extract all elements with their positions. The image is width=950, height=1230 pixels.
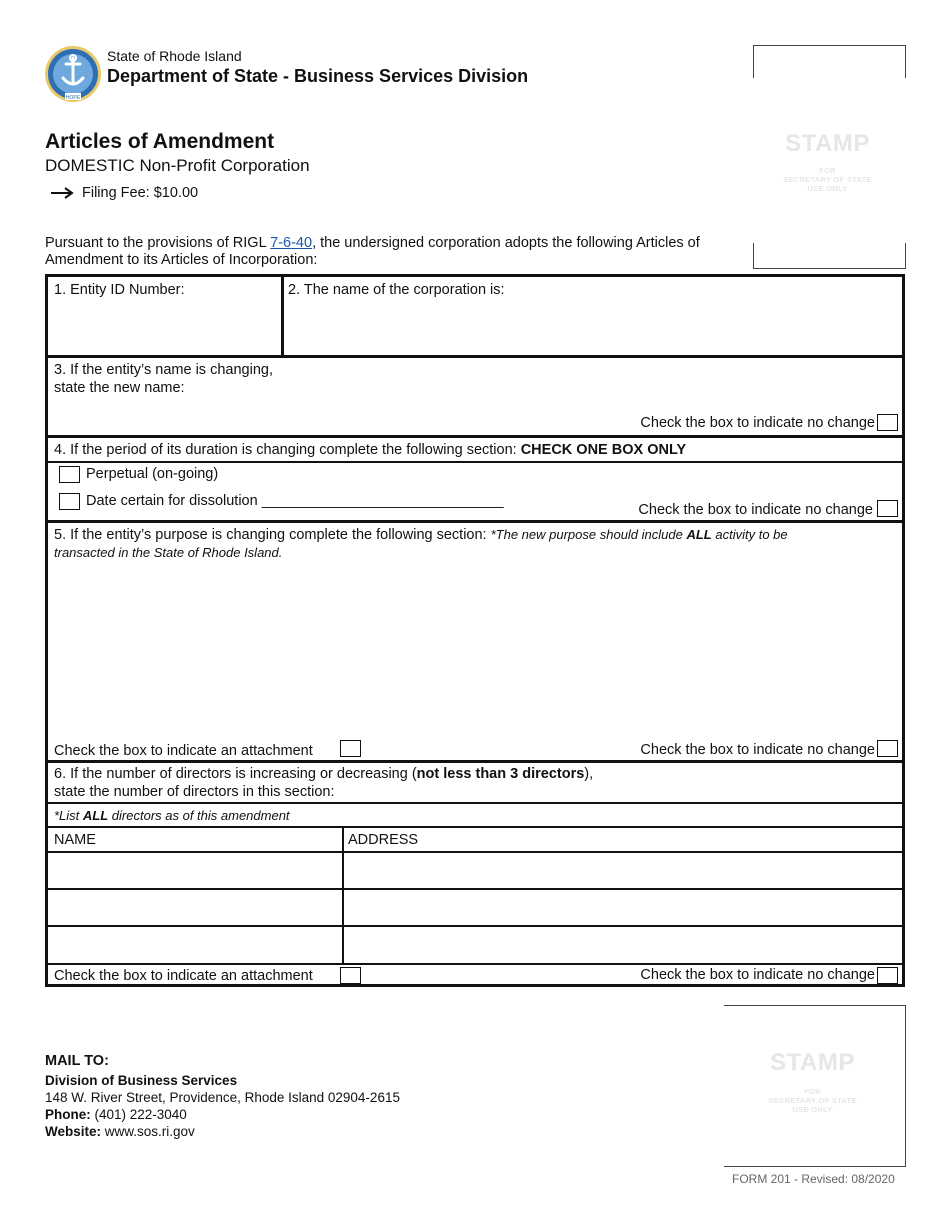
purpose-note-line2: transacted in the State of Rhode Island.	[54, 545, 283, 560]
stamp-area-bottom-edge	[753, 243, 906, 269]
s5-note: *The new purpose should include	[490, 527, 687, 542]
rigl-link[interactable]: 7-6-40	[270, 235, 313, 251]
s6-line2: state the number of directors in this section:	[54, 784, 335, 800]
stamp-line: SECRETARY OF STATE	[783, 175, 872, 184]
svg-text:HOPE: HOPE	[65, 95, 81, 101]
state-name: State of Rhode Island	[107, 48, 242, 64]
stamp-line: USE ONLY	[807, 184, 848, 193]
stamp-placeholder	[755, 130, 900, 193]
division-name: Division of Business Services	[45, 1073, 238, 1088]
s6-list: directors as of this amendment	[108, 808, 290, 823]
mailing-info	[45, 1053, 400, 1140]
no-change-label: Check the box to indicate no change	[640, 415, 875, 431]
s6-lead: 6. If the number of directors is increasing or decreasing (	[54, 766, 417, 782]
mail-to-heading: MAIL TO:	[45, 1053, 109, 1069]
street-address: 148 W. River Street, Providence, Rhode Island 02904-2615	[45, 1090, 400, 1105]
purpose-no-change-checkbox[interactable]	[877, 740, 898, 757]
column-name-header: NAME	[54, 832, 96, 848]
intro-text: Pursuant to the provisions of RIGL	[45, 235, 271, 251]
date-certain-checkbox[interactable]	[59, 493, 80, 510]
corporation-name-label: 2. The name of the corporation is:	[288, 282, 505, 298]
s6-tail: ),	[584, 766, 594, 782]
purpose-attachment-checkbox[interactable]	[340, 740, 361, 757]
s5-note: activity to be	[711, 527, 788, 542]
stamp-word: STAMP	[770, 1049, 855, 1076]
arrow-right-icon	[50, 187, 74, 199]
name-no-change-checkbox[interactable]	[877, 414, 898, 431]
stamp-line: FOR	[804, 1087, 821, 1096]
s6-bold: not less than 3 directors	[416, 766, 585, 782]
phone-number: (401) 222-3040	[90, 1107, 187, 1122]
s6-list: *List	[54, 808, 83, 823]
filing-fee-text: Filing Fee: $10.00	[82, 185, 199, 201]
amendment-form	[45, 274, 905, 987]
perpetual-checkbox[interactable]	[59, 466, 80, 483]
no-change-label: Check the box to indicate no change	[638, 502, 873, 518]
stamp-line: SECRETARY OF STATE	[768, 1096, 857, 1105]
duration-label	[54, 441, 686, 459]
perpetual-label: Perpetual (on-going)	[86, 466, 219, 482]
form-number: FORM 201 - Revised: 08/2020	[732, 1172, 895, 1186]
intro-paragraph	[45, 235, 745, 269]
directors-attachment-checkbox[interactable]	[340, 967, 361, 984]
website-label: Website:	[45, 1124, 102, 1139]
new-name-label	[54, 361, 273, 397]
phone-label: Phone:	[45, 1107, 91, 1122]
s3-line1: 3. If the entity’s name is changing,	[54, 362, 273, 378]
no-change-label: Check the box to indicate no change	[640, 742, 875, 758]
directors-no-change-checkbox[interactable]	[877, 967, 898, 984]
intro-text: , the undersigned corporation adopts the following Articles of Amendment to its Articles of Incorporation:	[45, 235, 700, 268]
form-title: Articles of Amendment	[45, 130, 275, 153]
form-subtitle: DOMESTIC Non-Profit Corporation	[45, 156, 310, 175]
stamp-line: USE ONLY	[792, 1105, 833, 1114]
s5-lead: 5. If the entity’s purpose is changing complete the following section:	[54, 527, 491, 543]
state-seal-icon	[44, 45, 102, 103]
no-change-label: Check the box to indicate no change	[640, 967, 875, 983]
stamp-word: STAMP	[785, 130, 870, 157]
list-directors-note	[54, 807, 290, 825]
stamp-placeholder	[740, 1049, 885, 1114]
date-certain-label[interactable]: Date certain for dissolution ______________________________	[86, 493, 504, 509]
department-name: Department of State - Business Services Division	[107, 66, 529, 86]
column-address-header: ADDRESS	[348, 832, 419, 848]
s6-list-bold: ALL	[82, 808, 109, 823]
website-line	[45, 1123, 400, 1140]
stamp-area-top	[753, 45, 906, 78]
s4-lead: 4. If the period of its duration is changing complete the following section:	[54, 442, 521, 458]
purpose-label	[54, 526, 788, 544]
s5-note-bold: ALL	[686, 527, 712, 542]
entity-id-label: 1. Entity ID Number:	[54, 282, 185, 298]
s3-line2: state the new name:	[54, 380, 185, 396]
directors-label	[54, 765, 593, 801]
attachment-label: Check the box to indicate an attachment	[54, 743, 313, 759]
duration-no-change-checkbox[interactable]	[877, 500, 898, 517]
s4-bold: CHECK ONE BOX ONLY	[520, 442, 687, 458]
website-url[interactable]: www.sos.ri.gov	[101, 1124, 195, 1139]
attachment-label: Check the box to indicate an attachment	[54, 968, 313, 984]
stamp-line: FOR	[819, 166, 836, 175]
phone-line	[45, 1106, 400, 1123]
filing-fee	[50, 185, 198, 201]
